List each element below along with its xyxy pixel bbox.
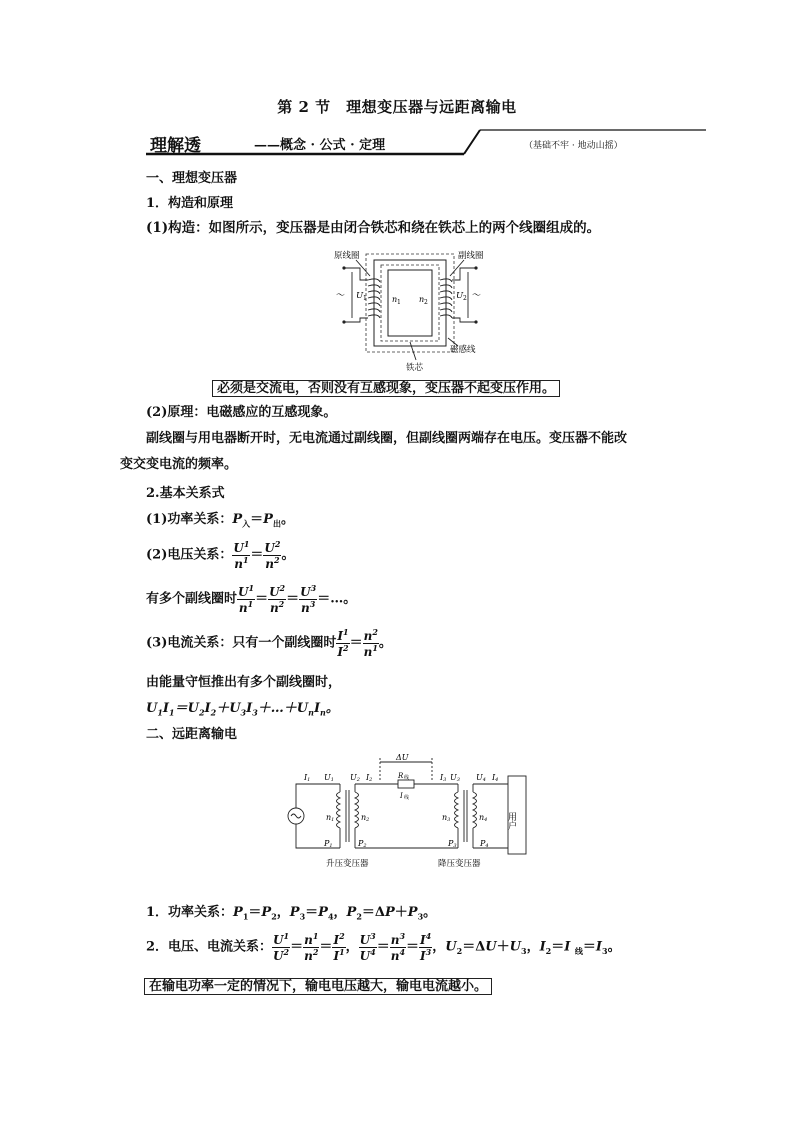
primary-coil-label: 原线圈 bbox=[334, 251, 360, 261]
svg-text:U1: U1 bbox=[324, 773, 334, 783]
paragraph-line2: 变交变电流的频率。 bbox=[120, 457, 238, 472]
svg-text:I4: I4 bbox=[492, 773, 499, 783]
svg-text:I3: I3 bbox=[440, 773, 447, 783]
svg-text:P1: P1 bbox=[324, 839, 333, 849]
u1-sub: 1 bbox=[363, 295, 367, 302]
section1-sub2: 2.基本关系式 bbox=[146, 486, 225, 501]
user-label: 用户 bbox=[506, 812, 516, 830]
svg-text:I2: I2 bbox=[366, 773, 373, 783]
i-line-sub: 线 bbox=[404, 795, 410, 801]
section-banner bbox=[146, 128, 706, 156]
paragraph-line1: 副线圈与用电器断开时，无电流通过副线圈，但副线圈两端存在电压。变压器不能改 bbox=[146, 431, 628, 446]
svg-text:U2: U2 bbox=[350, 773, 360, 783]
svg-text:I1: I1 bbox=[304, 773, 311, 783]
flux-label: 磁感线 bbox=[450, 345, 476, 355]
svg-text:U4: U4 bbox=[476, 773, 486, 783]
ac-note-box: 必须是交流电，否则没有互感现象，变压器不起变压作用。 bbox=[212, 380, 560, 397]
step-down-label: 降压变压器 bbox=[438, 859, 481, 869]
energy-line: 由能量守恒推出有多个副线圈时， bbox=[146, 675, 342, 690]
voltage-relation: (2)电压关系： $\frac{U^1}{n^1}$ ＝ $\frac{U^2}{n^2}$ 。 bbox=[146, 539, 295, 571]
transmission-voltage-current-relation: 2．电压、电流关系： $\frac{U^1}{U^2}$ ＝ $\frac{n^1}{n^2}$ ＝ $\frac{I^2}{I^1}$ ， $\frac{U^3}{U^4}$ ＝ $\frac{n^3}{n^4}$ ＝ $\frac{I^4}{I^3}$ ，$U_2=\Delta U+U_3$，$I_2=I$ $_线=I_3$。 bbox=[146, 931, 621, 963]
page-title: 第 2 节 理想变压器与远距离输电 bbox=[277, 98, 517, 116]
banner-sub-text: ——概念 · 公式 · 定理 bbox=[254, 138, 386, 153]
current-prefix: (3)电流关系：只有一个副线圈时 bbox=[146, 635, 337, 651]
transmission-power-relation: 1．功率关系：$P_1=P_2$，$P_3=P_4$，$P_2=\Delta P+P_3$。 bbox=[146, 905, 437, 922]
voltage-prefix: (2)电压关系： bbox=[146, 547, 233, 563]
svg-text:n2: n2 bbox=[361, 813, 370, 823]
item1-prefix: 1．功率关系： bbox=[146, 905, 234, 920]
power-relation: (1)功率关系：$P_入=P_出$。 bbox=[146, 512, 294, 529]
banner-main-text: 理解透 bbox=[150, 136, 201, 156]
construction-text: (1)构造：如图所示，变压器是由闭合铁芯和绕在铁芯上的两个线圈组成的。 bbox=[146, 220, 601, 236]
svg-text:n3: n3 bbox=[442, 813, 451, 823]
step-up-label: 升压变压器 bbox=[326, 859, 369, 869]
svg-text:n1: n1 bbox=[326, 813, 335, 823]
u2-sub: 2 bbox=[463, 295, 467, 302]
section2-heading: 二、远距离输电 bbox=[146, 727, 238, 742]
principle-text: (2)原理：电磁感应的互感现象。 bbox=[146, 405, 337, 420]
n2-label: n bbox=[419, 295, 425, 304]
svg-text:U3: U3 bbox=[450, 773, 460, 783]
section1-heading: 一、理想变压器 bbox=[146, 171, 238, 186]
ac-symbol-right: ～ bbox=[472, 291, 482, 301]
ac-symbol-left: ～ bbox=[336, 291, 346, 301]
transmission-diagram bbox=[280, 752, 530, 872]
svg-text:n4: n4 bbox=[479, 813, 488, 823]
svg-text:P3: P3 bbox=[448, 839, 457, 849]
section1-sub1: 1．构造和原理 bbox=[146, 196, 234, 211]
power-prefix: (1)功率关系： bbox=[146, 512, 233, 527]
multi-prefix: 有多个副线圈时 bbox=[146, 591, 238, 607]
r-label: R bbox=[398, 772, 404, 780]
energy-equation: $U_1I_1=U_2I_2+U_3I_3+\dots+U_nI_n$。 bbox=[146, 701, 339, 718]
delta-u-label: ΔU bbox=[396, 753, 409, 762]
banner-note: （基础不牢 · 地动山摇） bbox=[524, 141, 623, 151]
u2-label: U bbox=[456, 291, 464, 301]
u1-label: U bbox=[356, 291, 364, 301]
n2-sub: 2 bbox=[424, 299, 428, 306]
n1-label: n bbox=[392, 295, 398, 304]
core-label: 铁芯 bbox=[406, 363, 424, 373]
transmission-note-box: 在输电功率一定的情况下，输电电压越大，输电电流越小。 bbox=[144, 978, 492, 995]
item2-prefix: 2．电压、电流关系： bbox=[146, 939, 273, 955]
current-relation: (3)电流关系：只有一个副线圈时 $\frac{I^1}{I^2}$ ＝ $\frac{n^2}{n^1}$ 。 bbox=[146, 627, 392, 659]
r-sub: 线 bbox=[404, 775, 410, 781]
transformer-diagram bbox=[330, 246, 490, 374]
i-line-label: I bbox=[400, 792, 403, 800]
secondary-coil-label: 副线圈 bbox=[458, 251, 484, 261]
multi-coil-voltage: 有多个副线圈时 $\frac{U^1}{n^1}$ ＝ $\frac{U^2}{n^2}$ ＝ $\frac{U^3}{n^3}$ ＝…。 bbox=[146, 583, 357, 615]
n1-sub: 1 bbox=[397, 299, 401, 306]
svg-text:P4: P4 bbox=[480, 839, 489, 849]
svg-text:P2: P2 bbox=[358, 839, 367, 849]
